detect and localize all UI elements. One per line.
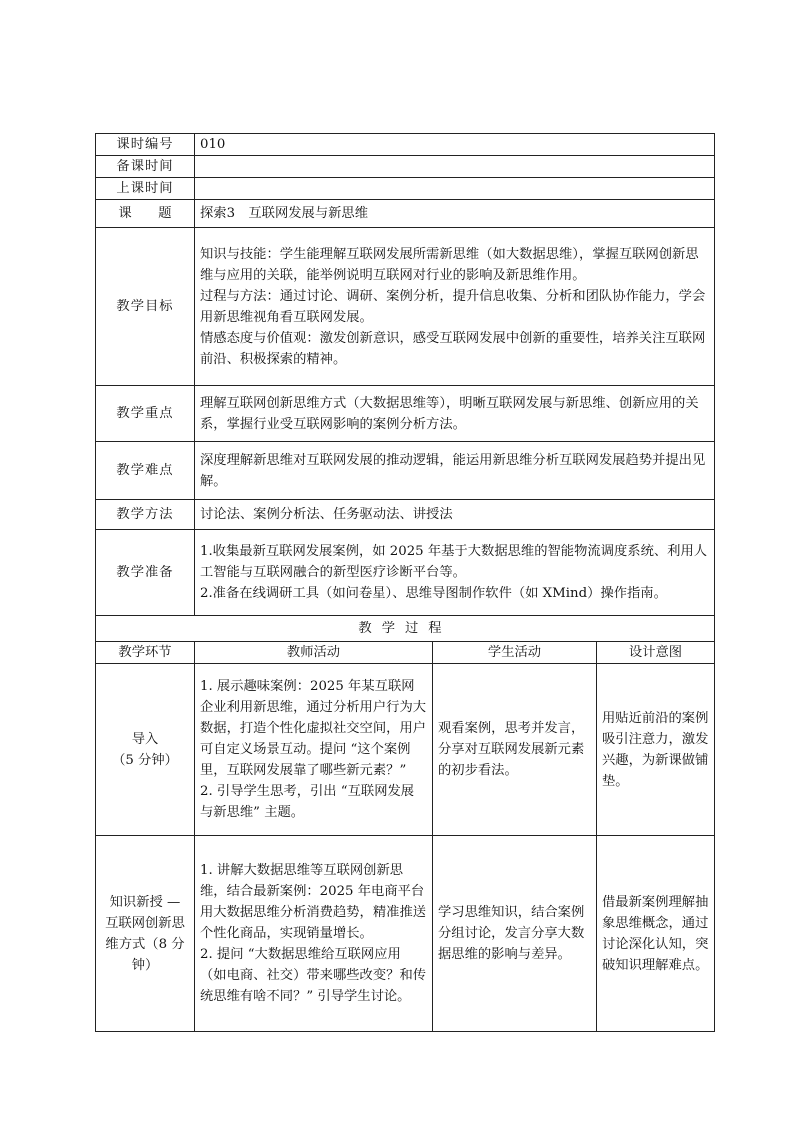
- teacher-step-2: 2. 引导学生思考，引出 “互联网发展与新思维” 主题。: [200, 784, 415, 820]
- difficulty-content: 深度理解新思维对互联网发展的推动逻辑，能运用新思维分析互联网发展趋势并提出见解。: [195, 442, 715, 500]
- col-header-student: 学生活动: [433, 642, 597, 664]
- code-value: 010: [195, 134, 715, 156]
- code-label: 课时编号: [96, 134, 195, 156]
- process-title: 教学过程: [96, 616, 715, 642]
- goal-process: 过程与方法：通过讨论、调研、案例分析，提升信息收集、分析和团队协作能力，学会用新思维视角看互联网发展。: [200, 288, 706, 325]
- student-activity-cell: 学习思维知识，结合案例分组讨论，发言分享大数据思维的影响与差异。: [433, 836, 597, 1032]
- prep-item-1: 1.收集最新互联网发展案例，如 2025 年基于大数据思维的智能物流调度系统、利用人工智能与互联网融合的新型医疗诊断平台等。: [200, 544, 708, 580]
- class-time-value: [195, 178, 715, 200]
- goal-attitude: 情感态度与价值观：激发创新意识，感受互联网发展中创新的重要性，培养关注互联网前沿、积极探索的精神。: [200, 330, 706, 367]
- teacher-activity-cell: [195, 836, 433, 1032]
- intent-cell: 借最新案例理解抽象思维概念，通过讨论深化认知，突破知识理解难点。: [597, 836, 715, 1032]
- teacher-step-2: 2. 提问 “大数据思维给互联网应用（如电商、社交）带来哪些改变？和传统思维有啥不同？” 引导学生讨论。: [200, 947, 427, 1004]
- method-label: 教学方法: [96, 500, 195, 530]
- col-header-stage: 教学环节: [96, 642, 195, 664]
- teacher-activity-cell: [195, 664, 433, 836]
- method-content: 讨论法、案例分析法、任务驱动法、讲授法: [195, 500, 715, 530]
- lesson-plan-table: [95, 133, 715, 1032]
- teacher-step-1: 1. 展示趣味案例：2025 年某互联网企业利用新思维，通过分析用户行为大数据，打造个性化虚拟社交空间，用户可自定义场景互动。提问 “这个案例里，互联网发展靠了哪些新元素？”: [200, 679, 427, 778]
- intent-cell: 用贴近前沿的案例吸引注意力，激发兴趣，为新课做铺垫。: [597, 664, 715, 836]
- prep-time-label: 备课时间: [96, 156, 195, 178]
- goal-knowledge: 知识与技能：学生能理解互联网发展所需新思维（如大数据思维），掌握互联网创新思维与应用的关联，能举例说明互联网对行业的影响及新思维作用。: [200, 246, 699, 283]
- table-row: [96, 664, 715, 836]
- table-row: [96, 836, 715, 1032]
- topic-label: 课 题: [96, 200, 195, 228]
- prep-content: [195, 530, 715, 616]
- prep-label: 教学准备: [96, 530, 195, 616]
- col-header-teacher: 教师活动: [195, 642, 433, 664]
- difficulty-label: 教学难点: [96, 442, 195, 500]
- stage-cell: 知识新授 — 互联网创新思维方式（8 分钟）: [96, 836, 195, 1032]
- topic-value: 探索3 互联网发展与新思维: [195, 200, 715, 228]
- col-header-intent: 设计意图: [597, 642, 715, 664]
- student-activity-cell: 观看案例，思考并发言，分享对互联网发展新元素的初步看法。: [433, 664, 597, 836]
- key-label: 教学重点: [96, 386, 195, 442]
- prep-time-value: [195, 156, 715, 178]
- teacher-step-1: 1. 讲解大数据思维等互联网创新思维，结合最新案例：2025 年电商平台用大数据思维分析消费趋势，精准推送个性化商品，实现销量增长。: [200, 863, 427, 941]
- prep-item-2: 2.准备在线调研工具（如问卷星）、思维导图制作软件（如 XMind）操作指南。: [200, 586, 667, 601]
- stage-cell: 导入 （5 分钟）: [96, 664, 195, 836]
- class-time-label: 上课时间: [96, 178, 195, 200]
- key-content: 理解互联网创新思维方式（大数据思维等），明晰互联网发展与新思维、创新应用的关系，掌握行业受互联网影响的案例分析方法。: [195, 386, 715, 442]
- goals-content: [195, 228, 715, 386]
- goals-label: 教学目标: [96, 228, 195, 386]
